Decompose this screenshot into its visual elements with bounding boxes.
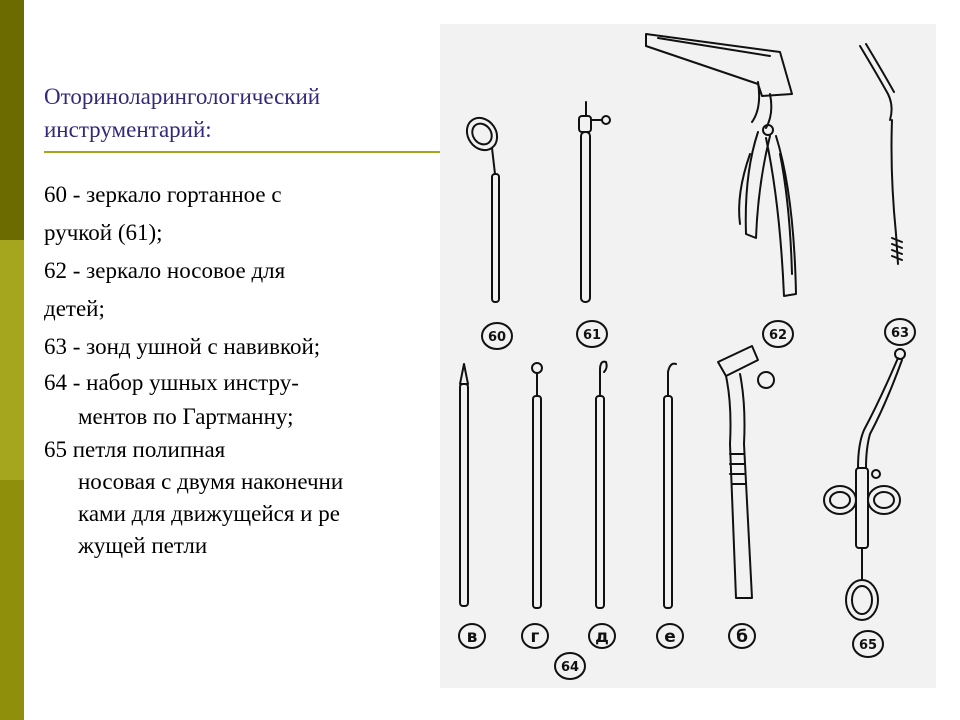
left-accent-bar-bottom: [0, 480, 24, 720]
list-line: [44, 434, 439, 466]
list-line: [44, 176, 439, 214]
figure-number-63: 63: [890, 326, 910, 341]
instrument-d-drawing: [596, 362, 607, 608]
list-line: [44, 290, 439, 328]
list-item-64-cont: ментов по Гартманну;: [78, 404, 294, 429]
figure-letter-v: в: [466, 627, 478, 647]
list-item-61: ручкой (61);: [44, 220, 163, 245]
figure-number-61: 61: [582, 328, 602, 343]
instrument-list: [44, 176, 439, 562]
list-line: [44, 214, 439, 252]
slide-title: [44, 80, 434, 146]
left-accent-bar-top: [0, 0, 24, 240]
list-line: [44, 400, 439, 434]
ear-probe-drawing: [860, 44, 902, 264]
list-line: [44, 466, 439, 498]
figure-number-62: 62: [768, 328, 788, 343]
list-item-62: 62 - зеркало носовое для: [44, 258, 286, 283]
slide-title-line-2: инструментарий:: [44, 117, 212, 142]
figure-number-65: 65: [858, 638, 878, 653]
figure-letter-b: б: [736, 627, 748, 647]
nasal-mirror-drawing: [579, 102, 610, 302]
left-accent-bar-middle: [0, 240, 24, 480]
polyp-loop-drawing: [824, 349, 905, 620]
instrument-b-drawing: [718, 346, 774, 598]
instrument-v-drawing: [460, 364, 468, 606]
figure-letter-g: г: [530, 627, 540, 647]
list-item-65: 65 петля полипная: [44, 437, 226, 462]
list-item-65-cont-1: носовая с двумя наконечни: [78, 469, 344, 494]
list-item-65-cont-2: ками для движущейся и ре: [78, 501, 340, 526]
figure-number-60: 60: [487, 330, 507, 345]
list-item-65-cont-3: жущей петли: [78, 533, 208, 558]
figure-letter-e: е: [664, 627, 676, 647]
list-line: [44, 498, 439, 530]
instruments-illustration: [440, 24, 936, 688]
instrument-e-drawing: [664, 364, 676, 608]
list-item-63: 63 - зонд ушной с навивкой;: [44, 334, 321, 359]
list-item-62-cont: детей;: [44, 296, 105, 321]
list-item-64: 64 - набор ушных инстру-: [44, 370, 299, 395]
title-underline: [44, 151, 440, 153]
list-item-60: 60 - зеркало гортанное с: [44, 182, 282, 207]
list-line: [44, 530, 439, 562]
list-line: [44, 252, 439, 290]
list-line: [44, 328, 439, 366]
slide-title-line-1: Оториноларингологический: [44, 84, 321, 109]
figure-letter-d: д: [595, 627, 609, 647]
instrument-g-drawing: [532, 363, 542, 608]
nasal-speculum-drawing: [646, 34, 796, 296]
figure-number-64: 64: [560, 660, 580, 675]
laryngeal-mirror-drawing: [461, 112, 503, 302]
list-line: [44, 366, 439, 400]
